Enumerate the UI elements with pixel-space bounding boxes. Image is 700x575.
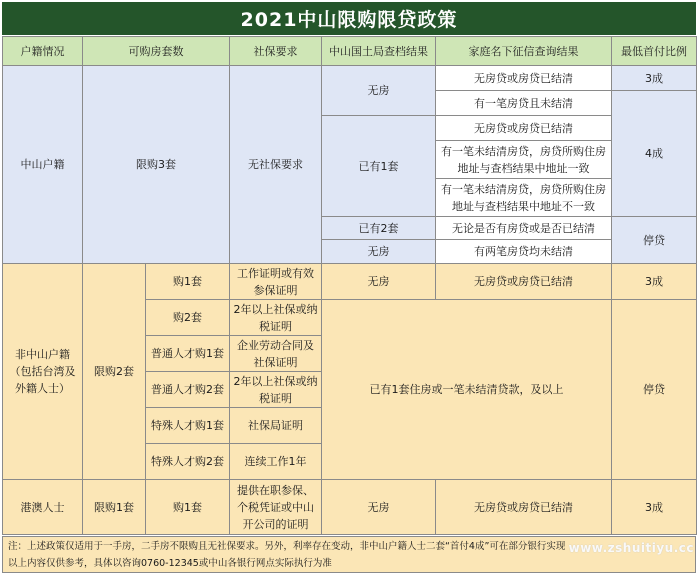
fzs-shebao-1: 工作证明或有效参保证明 (230, 264, 322, 300)
header-shebao: 社保要求 (230, 37, 322, 66)
watermark: www.zshuitiyu.cc (568, 541, 694, 555)
header-chadang: 中山国土局查档结果 (322, 37, 436, 66)
header-shoufu: 最低首付比例 (612, 37, 697, 66)
zs-zhengxin-7: 有两笔房贷均未结清 (436, 240, 612, 264)
zs-shebao-cell: 无社保要求 (230, 66, 322, 264)
fzs-taoshu-cell: 限购2套 (83, 264, 146, 480)
ga-huji-cell: 港澳人士 (3, 480, 83, 535)
fzs-type-4: 普通人才购2套 (146, 372, 230, 408)
header-zhengxin: 家庭名下征信查询结果 (436, 37, 612, 66)
zs-shoufu-1: 3成 (612, 66, 697, 91)
table-row (3, 480, 697, 535)
ga-shebao-cell: 提供在职参保、个税凭证或中山开公司的证明 (230, 480, 322, 535)
table-row (3, 264, 697, 300)
header-row (3, 37, 697, 66)
zs-zhengxin-4: 有一笔未结清房贷，房贷所购住房地址与查档结果中地址一致 (436, 141, 612, 179)
page-title: 2021中山限购限贷政策 (2, 2, 696, 35)
policy-table (2, 36, 697, 535)
fzs-type-5: 特殊人才购1套 (146, 408, 230, 444)
fzs-chadang-1: 无房 (322, 264, 436, 300)
fzs-shebao-5: 社保局证明 (230, 408, 322, 444)
footnote-line-2: 以上内容仅供参考，具体以咨询0760-12345或中山各银行网点实际执行为准 (8, 558, 332, 569)
table-row (3, 66, 697, 91)
fzs-shebao-4: 2年以上社保或纳税证明 (230, 372, 322, 408)
fzs-huji-cell: 非中山户籍（包括台湾及外籍人士） (3, 264, 83, 480)
fzs-type-6: 特殊人才购2套 (146, 444, 230, 480)
zs-chadang-wufang-2: 无房 (322, 240, 436, 264)
zs-chadang-wufang: 无房 (322, 66, 436, 116)
zs-zhengxin-2: 有一笔房贷且未结清 (436, 91, 612, 116)
ga-zhengxin-cell: 无房贷或房贷已结清 (436, 480, 612, 535)
zs-zhengxin-6: 无论是否有房贷或是否已结清 (436, 217, 612, 240)
ga-type-cell: 购1套 (146, 480, 230, 535)
zs-taoshu-cell: 限购3套 (83, 66, 230, 264)
zs-shoufu-2: 4成 (612, 91, 697, 217)
fzs-type-1: 购1套 (146, 264, 230, 300)
zs-shoufu-3: 停贷 (612, 217, 697, 264)
fzs-shebao-6: 连续工作1年 (230, 444, 322, 480)
zs-zhengxin-1: 无房贷或房贷已结清 (436, 66, 612, 91)
zs-zhengxin-5: 有一笔未结清房贷，房贷所购住房地址与查档结果中地址不一致 (436, 179, 612, 217)
fzs-shoufu-2: 停贷 (612, 300, 697, 480)
fzs-shebao-2: 2年以上社保或纳税证明 (230, 300, 322, 336)
ga-shoufu-cell: 3成 (612, 480, 697, 535)
fzs-type-2: 购2套 (146, 300, 230, 336)
fzs-zhengxin-1: 无房贷或房贷已结清 (436, 264, 612, 300)
header-taoshu: 可购房套数 (83, 37, 230, 66)
header-huji: 户籍情况 (3, 37, 83, 66)
zs-zhengxin-3: 无房贷或房贷已结清 (436, 116, 612, 141)
fzs-shebao-3: 企业劳动合同及社保证明 (230, 336, 322, 372)
ga-taoshu-cell: 限购1套 (83, 480, 146, 535)
zs-huji-cell: 中山户籍 (3, 66, 83, 264)
zs-chadang-yiyou1: 已有1套 (322, 116, 436, 217)
fzs-merged-cell: 已有1套住房或一笔未结清贷款，及以上 (322, 300, 612, 480)
footnote-line-1: 注：上述政策仅适用于一手房，二手房不限购且无社保要求。另外，利率存在变动，非中山户籍人士二套“首付4成”可在部分银行实现 (8, 541, 566, 552)
fzs-type-3: 普通人才购1套 (146, 336, 230, 372)
zs-chadang-yiyou2: 已有2套 (322, 217, 436, 240)
fzs-shoufu-1: 3成 (612, 264, 697, 300)
ga-chadang-cell: 无房 (322, 480, 436, 535)
